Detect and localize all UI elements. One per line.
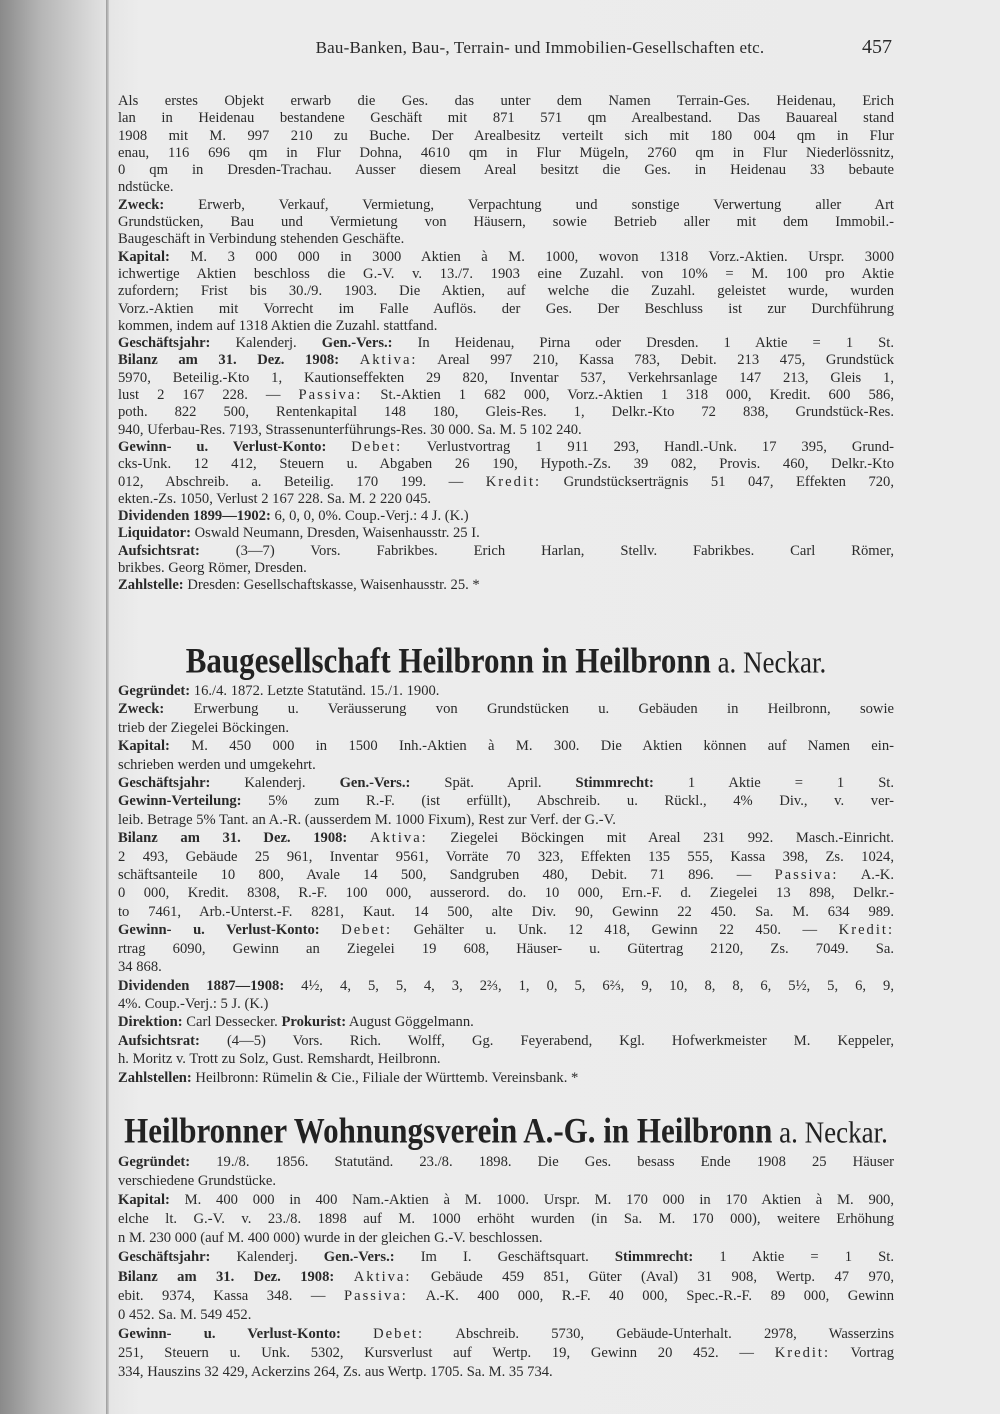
field-label: Gen.-Vers.: <box>323 1249 395 1266</box>
text-line <box>118 439 894 456</box>
body-text: Als erstes Objekt erwarb die Ges. das unter dem Namen Terrain-Ges. Heidenau, Erich <box>118 93 894 109</box>
body-text: verschiedene Grundstücke. <box>118 1173 277 1190</box>
text-line <box>118 162 894 179</box>
body-text: A.-K. <box>838 867 894 884</box>
body-text: Oswald Neumann, Dresden, Waisenhausstr. 25 I. <box>190 525 480 542</box>
body-text: schrieben werden und umgekehrt. <box>118 756 316 773</box>
body-text <box>341 1326 373 1342</box>
heading-suffix: a. Neckar. <box>772 1114 888 1150</box>
body-text: 2 493, Gebäude 25 961, Inventar 9561, Vorräte 70 323, Effekten 135 555, Kassa 398, Zs. 1024, <box>118 848 894 865</box>
body-text <box>334 1269 353 1285</box>
body-text: ndstücke. <box>118 179 174 196</box>
text-line <box>118 387 894 404</box>
text-line <box>118 811 894 829</box>
body-text: Im I. Geschäftsquart. <box>394 1249 615 1266</box>
field-label: Dividenden 1887—1908: <box>118 977 285 994</box>
body-text: 251, Steuern u. Unk. 5302, Kursverlust auf Wertp. 19, Gewinn 20 452. — <box>118 1344 775 1361</box>
field-label: Bilanz am 31. Dez. 1908: <box>118 830 348 847</box>
heading-suffix: a. Neckar. <box>710 644 827 680</box>
text-line <box>118 145 894 162</box>
body-text: (3—7) Vors. Fabrikbes. Erich Harlan, Stellv. Fabrikbes. Carl Römer, <box>199 542 894 559</box>
entry-heidenau-terrain <box>118 93 894 595</box>
body-text: Dresden: Gesellschaftskasse, Waisenhausstr. 25. * <box>183 577 480 594</box>
text-line <box>118 128 894 145</box>
body-text: 334, Hauszins 32 429, Ackerzins 264, Zs. aus Wertp. 1705. Sa. M. 35 734. <box>118 1364 553 1381</box>
field-label: Bilanz am 31. Dez. 1908: <box>118 1268 335 1285</box>
field-label: Geschäftsjahr: <box>118 335 211 352</box>
field-label: Gen.-Vers.: <box>339 775 411 792</box>
body-text <box>320 922 342 938</box>
text-line <box>118 774 894 792</box>
spaced-label: Aktiva: <box>369 830 428 847</box>
body-text: 5970, Beteilig.-Kto 1, Kautionseffekten 29 820, Inventar 537, Verkehrsanlage 147 213, Gleis 1, <box>118 369 894 386</box>
text-line <box>118 1248 894 1267</box>
field-label: Zahlstelle: <box>118 577 184 594</box>
text-line <box>118 1306 894 1325</box>
text-line <box>118 792 894 810</box>
text-line <box>118 756 894 774</box>
text-line <box>118 903 894 921</box>
text-line <box>118 1363 894 1382</box>
body-text: 6, 0, 0, 0%. Coup.-Verj.: 4 J. (K.) <box>270 508 469 525</box>
body-text: Ziegelei Böckingen mit Areal 231 992. Masch.-Einricht. <box>427 830 894 847</box>
text-line <box>118 1210 894 1229</box>
body-text: M. 400 000 in 400 Nam.-Aktien à M. 1000. Urspr. M. 170 000 in 170 Aktien à M. 900, <box>169 1192 894 1209</box>
text-line <box>118 737 894 755</box>
body-text: to 7461, Arb.-Unterst.-F. 8281, Kaut. 14 500, alte Div. 90, Gewinn 22 450. Sa. M. 634 989. <box>118 903 894 920</box>
field-label: Gegründet: <box>118 683 191 699</box>
body-text: lust 2 167 228. — <box>118 387 299 404</box>
field-label: Bilanz am 31. Dez. 1908: <box>118 352 340 369</box>
text-line <box>118 1032 894 1050</box>
body-text: Grundstückserträgnis 51 047, Effekten 720, <box>541 473 895 490</box>
text-line <box>118 884 894 902</box>
text-line <box>118 231 894 248</box>
entry-heading-baugesellschaft-heilbronn <box>118 640 894 681</box>
body-text: 0 452. Sa. M. 549 452. <box>118 1306 252 1323</box>
text-line <box>118 848 894 866</box>
body-text: h. Moritz v. Trott zu Solz, Gust. Remshardt, Heilbronn. <box>118 1051 441 1068</box>
body-text: zufordern; Frist bis 30./9. 1903. Die Aktien, auf welche die Zuzahl. geleistet wurde, wurden <box>118 283 894 300</box>
field-label: Liquidator: <box>118 525 191 542</box>
heading-main: Heilbronner Wohnungsverein A.-G. in Heilbronn <box>124 1110 773 1151</box>
body-text: 16./4. 1872. Letzte Statutänd. 15./1. 1900. <box>190 683 440 699</box>
body-text <box>347 830 370 846</box>
body-text: 34 868. <box>118 959 162 976</box>
body-text: Areal 997 210, Kassa 783, Debit. 213 475, Grundstück <box>417 352 895 369</box>
field-label: Direktion: <box>118 1014 183 1031</box>
field-label: Gewinn-Verteilung: <box>118 793 242 810</box>
text-line <box>118 1191 894 1210</box>
spaced-label: Passiva: <box>344 1287 408 1304</box>
body-text: August Göggelmann. <box>346 1014 474 1031</box>
spaced-label: Kredit: <box>774 1344 831 1361</box>
field-label: Geschäftsjahr: <box>118 775 211 792</box>
field-label: Gen.-Vers.: <box>321 335 393 352</box>
field-label: Prokurist: <box>281 1014 347 1031</box>
body-text: Spät. April. <box>410 775 576 792</box>
spaced-label: Aktiva: <box>353 1268 412 1285</box>
field-label: Kapital: <box>118 1192 170 1209</box>
body-text: Kalenderj. <box>210 1249 324 1266</box>
text-line <box>118 560 894 577</box>
body-text: 012, Abschreib. a. Beteilig. 170 199. — <box>118 473 486 490</box>
text-line <box>118 1229 894 1248</box>
spaced-label: Aktiva: <box>359 352 418 369</box>
text-line <box>118 508 894 525</box>
page-binding-edge <box>106 0 109 1414</box>
body-text: 1 Aktie = 1 St. <box>653 775 895 792</box>
field-label: Aufsichtsrat: <box>118 1032 200 1049</box>
text-line <box>118 1069 894 1087</box>
text-line <box>118 474 894 491</box>
page-number: 457 <box>862 36 892 58</box>
field-label: Zweck: <box>118 196 165 213</box>
body-text: Abschreib. 5730, Gebäude-Unterhalt. 2978, Wasserzins <box>424 1325 894 1342</box>
text-line <box>118 1268 894 1287</box>
text-line <box>118 977 894 995</box>
body-text: (4—5) Vors. Rich. Wolff, Gg. Feyerabend, Kgl. Hofwerkmeister M. Keppeler, <box>199 1032 894 1049</box>
text-line <box>118 1153 894 1172</box>
text-line <box>118 525 894 542</box>
body-text: 1 Aktie = 1 St. <box>693 1249 894 1266</box>
field-label: Gewinn- u. Verlust-Konto: <box>118 1325 341 1342</box>
body-text: 19./8. 1856. Statutänd. 23./8. 1898. Die Ges. besass Ende 1908 25 Häuser <box>190 1154 894 1170</box>
body-text: enau, 116 696 qm in Flur Dohna, 4610 qm in Flur Mügeln, 2760 qm in Flur Niederlössnitz, <box>118 144 894 161</box>
body-text: elche lt. G.-V. v. 23./8. 1898 auf M. 1000 erhöht wurden (in Sa. M. 170 000), weitere Erhöhung <box>118 1211 894 1228</box>
field-label: Kapital: <box>118 248 170 265</box>
field-label: Kapital: <box>118 738 170 755</box>
text-line <box>118 958 894 976</box>
body-text <box>339 352 360 368</box>
body-text: M. 3 000 000 in 3000 Aktien à M. 1000, wovon 1318 Vorz.-Aktien. Urspr. 3000 <box>169 248 894 265</box>
entry-baugesellschaft-heilbronn <box>118 682 894 1087</box>
body-text: Erwerb, Verkauf, Vermietung, Verpachtung und sonstige Verwertung aller Art <box>164 196 894 213</box>
text-line <box>118 93 894 110</box>
field-label: Geschäftsjahr: <box>118 1249 211 1266</box>
text-line <box>118 214 894 231</box>
text-line <box>118 352 894 369</box>
entry-heading-heilbronner-wohnungsverein <box>118 1110 894 1151</box>
text-line <box>118 491 894 508</box>
text-line <box>118 249 894 266</box>
entry-heilbronner-wohnungsverein <box>118 1153 894 1382</box>
body-text: schäftsanteile 10 800, Avale 14 500, Sandgruben 480, Debit. 71 896. — <box>118 867 775 884</box>
body-text: M. 450 000 in 1500 Inh.-Aktien à M. 300. Die Aktien können auf Namen ein- <box>169 738 894 755</box>
text-line <box>118 283 894 300</box>
body-text: Gebäude 459 851, Güter (Aval) 31 908, Wertp. 47 970, <box>411 1268 895 1285</box>
text-line <box>118 370 894 387</box>
spaced-label: Passiva: <box>298 387 363 404</box>
text-line <box>118 543 894 560</box>
spaced-label: Debet: <box>373 1325 425 1342</box>
text-line <box>118 1287 894 1306</box>
body-text: trieb der Ziegelei Böckingen. <box>118 719 290 736</box>
body-text: 0 000, Kredit. 8308, R.-F. 100 000, ausserord. do. 10 000, Ern.-F. d. Ziegelei 13 898, Delkr.- <box>118 885 894 902</box>
field-label: Gewinn- u. Verlust-Konto: <box>118 438 327 455</box>
body-text: Grundstücken, Bau und Vermietung von Häusern, sowie Betrieb aller mit dem Immobil.- <box>118 214 894 231</box>
body-text: Kalenderj. <box>210 335 322 352</box>
field-label: Stimmrecht: <box>575 775 654 792</box>
body-text: poth. 822 500, Rentenkapital 148 180, Gleis-Res. 1, Delkr.-Kto 72 838, Grundstück-Res. <box>118 404 894 421</box>
body-text: Gehälter u. Unk. 12 418, Gewinn 22 450. — <box>392 922 839 939</box>
text-line <box>118 829 894 847</box>
body-text: kommen, indem auf 1318 Aktien die Zuzahl. stattfand. <box>118 317 438 334</box>
body-text: 1908 mit M. 997 210 zu Buche. Der Arealbesitz verteilt sich mit 180 004 qm in Flur <box>118 127 894 144</box>
body-text: 4%. Coup.-Verj.: 5 J. (K.) <box>118 995 269 1012</box>
text-line <box>118 719 894 737</box>
text-line <box>118 682 894 700</box>
body-text: In Heidenau, Pirna oder Dresden. 1 Aktie = 1 St. <box>392 335 895 352</box>
text-line <box>118 266 894 283</box>
body-text <box>326 439 351 455</box>
body-text: Kalenderj. <box>210 775 340 792</box>
text-line <box>118 456 894 473</box>
spaced-label: Kredit: <box>485 473 542 490</box>
body-text: A.-K. 400 000, R.-F. 40 000, Spec.-R.-F. 89 000, Gewinn <box>407 1287 894 1304</box>
field-label: Gegründet: <box>118 1154 191 1170</box>
text-line <box>118 110 894 127</box>
body-text: Erwerbung u. Veräusserung von Grundstücken u. Gebäuden in Heilbronn, sowie <box>164 701 894 718</box>
field-label: Stimmrecht: <box>614 1249 694 1266</box>
text-line <box>118 1344 894 1363</box>
field-label: Gewinn- u. Verlust-Konto: <box>118 922 320 939</box>
body-text: rtrag 6090, Gewinn an Ziegelei 19 608, Häuser- u. Gütertrag 2120, Zs. 7049. Sa. <box>118 940 894 957</box>
text-line <box>118 1013 894 1031</box>
text-line <box>118 700 894 718</box>
body-text: Baugeschäft in Verbindung stehenden Geschäfte. <box>118 231 405 248</box>
body-text: 0 qm in Dresden-Trachau. Ausser diesem Areal besitzt die Ges. in Heidenau 33 bebaute <box>118 162 894 179</box>
body-text: ekten.-Zs. 1050, Verlust 2 167 228. Sa. M. 2 220 045. <box>118 490 432 507</box>
text-line <box>118 1050 894 1068</box>
body-text: 5% zum R.-F. (ist erfüllt), Abschreib. u. Rückl., 4% Div., v. ver- <box>241 793 894 810</box>
body-text: Carl Dessecker. <box>182 1014 282 1031</box>
body-text: leib. Betrage 5% Tant. an A.-R. (ausserdem M. 1000 Fixum), Rest zur Verf. der G.-V. <box>118 811 616 828</box>
body-text: ebit. 9374, Kassa 348. — <box>118 1287 344 1304</box>
body-text: 4½, 4, 5, 5, 4, 3, 2⅔, 1, 0, 5, 6⅔, 9, 10, 8, 8, 6, 5½, 5, 6, 9, <box>284 977 895 994</box>
text-line <box>118 197 894 214</box>
body-text: 940, Uferbau-Res. 7193, Strassenunterführungs-Res. 30 000. Sa. M. 5 102 240. <box>118 421 582 438</box>
text-line <box>118 335 894 352</box>
body-text: Vorz.-Aktien mit Vorrecht im Falle Auflös. der Ges. Der Beschluss ist zur Durchführung <box>118 300 894 317</box>
text-line <box>118 940 894 958</box>
field-label: Zahlstellen: <box>118 1069 192 1086</box>
text-line <box>118 404 894 421</box>
body-text: St.-Aktien 1 682 000, Vorz.-Aktien 1 318 000, Kredit. 600 586, <box>362 387 894 404</box>
body-text: brikbes. Georg Römer, Dresden. <box>118 560 307 577</box>
text-line <box>118 1172 894 1191</box>
text-line <box>118 422 894 439</box>
body-text: n M. 230 000 (auf M. 400 000) wurde in der gleichen G.-V. beschlossen. <box>118 1230 543 1247</box>
text-line <box>118 921 894 939</box>
text-line <box>118 866 894 884</box>
spaced-label: Kredit: <box>838 922 895 939</box>
text-line <box>118 179 894 196</box>
text-line <box>118 1325 894 1344</box>
body-text: Vortrag <box>830 1344 894 1361</box>
body-text: cks-Unk. 12 412, Steuern u. Abgaben 26 190, Hypoth.-Zs. 39 082, Provis. 460, Delkr.-Kto <box>118 456 894 473</box>
heading-main: Baugesellschaft Heilbronn in Heilbronn <box>185 640 711 681</box>
text-line <box>118 301 894 318</box>
field-label: Zweck: <box>118 701 165 718</box>
body-text: Verlustvortrag 1 911 293, Handl.-Unk. 17 395, Grund- <box>402 438 894 455</box>
running-head: Bau-Banken, Bau-, Terrain- und Immobilien-Gesellschaften etc. <box>315 38 765 57</box>
text-line <box>118 995 894 1013</box>
spaced-label: Passiva: <box>774 867 839 884</box>
field-label: Dividenden 1899—1902: <box>118 508 271 525</box>
text-line <box>118 318 894 335</box>
field-label: Aufsichtsrat: <box>118 542 200 559</box>
spaced-label: Debet: <box>351 438 403 455</box>
body-text: ichwertige Aktien beschloss die G.-V. v. 13./7. 1903 eine Zuzahl. von 10% = M. 100 pro Aktie <box>118 265 894 282</box>
text-line <box>118 577 894 594</box>
body-text: lan in Heidenau bestandene Geschäft mit 871 571 qm Arealbestand. Das Bauareal stand <box>118 110 894 127</box>
body-text: Heilbronn: Rümelin & Cie., Filiale der Württemb. Vereinsbank. * <box>191 1069 579 1086</box>
spaced-label: Debet: <box>341 922 393 939</box>
